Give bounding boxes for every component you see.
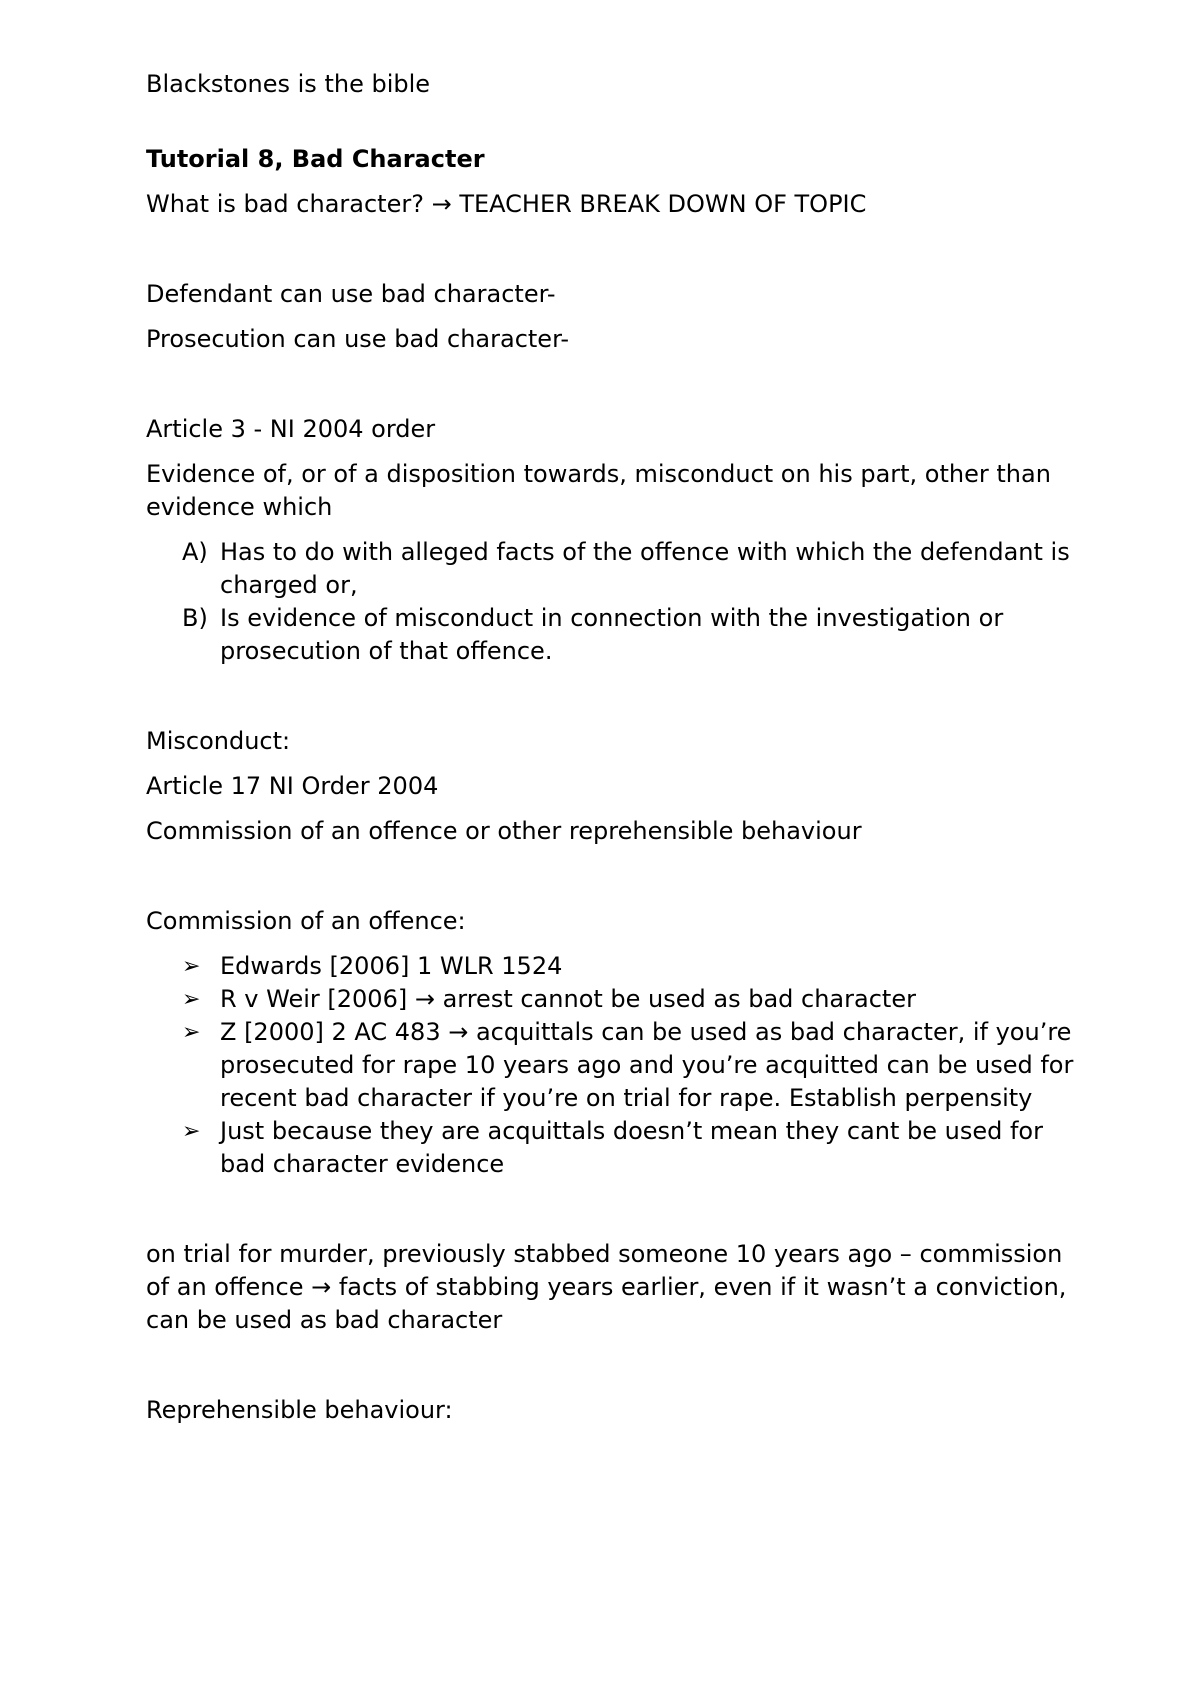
article-3-heading: Article 3 - NI 2004 order	[146, 415, 436, 443]
list-item-text: Is evidence of misconduct in connection with the investigation or prosecution of that offence.	[220, 604, 1004, 665]
list-item	[146, 536, 1086, 602]
list-item-text: Edwards [2006] 1 WLR 1524	[220, 952, 563, 980]
bible-note: Blackstones is the bible	[146, 70, 431, 98]
list-item-text: Z [2000] 2 AC 483 → acquittals can be used as bad character, if you’re prosecuted for rape 10 years ago and you’re acquitted can be used for recent bad character if you’re on trial for rape. Establish perpensity	[220, 1018, 1074, 1112]
list-item	[146, 983, 1086, 1016]
list-item-text: R v Weir [2006] → arrest cannot be used as bad character	[220, 985, 916, 1013]
reprehensible-heading: Reprehensible behaviour:	[146, 1396, 453, 1424]
evidence-of-paragraph: Evidence of, or of a disposition towards, misconduct on his part, other than evidence which	[146, 460, 1051, 521]
misconduct-heading: Misconduct:	[146, 727, 291, 755]
list-item-text: Has to do with alleged facts of the offence with which the defendant is charged or,	[220, 538, 1070, 599]
tutorial-title: Tutorial 8, Bad Character	[146, 145, 485, 173]
arrow-bullet-icon: ➢	[182, 1020, 201, 1045]
document-page	[146, 68, 1086, 1427]
article-17-line: Article 17 NI Order 2004	[146, 772, 439, 800]
commission-heading: Commission of an offence:	[146, 907, 466, 935]
arrow-bullet-icon: ➢	[182, 1119, 201, 1144]
article-3-list	[146, 536, 1086, 668]
defendant-line: Defendant can use bad character-	[146, 280, 556, 308]
list-item	[146, 1115, 1086, 1181]
arrow-bullet-icon: ➢	[182, 954, 201, 979]
arrow-bullet-icon: ➢	[182, 987, 201, 1012]
list-item-text: Just because they are acquittals doesn’t mean they cant be used for bad character evidence	[220, 1117, 1043, 1178]
what-is-bad-character-line: What is bad character? → TEACHER BREAK DOWN OF TOPIC	[146, 190, 867, 218]
list-marker: B)	[182, 604, 208, 632]
list-item	[146, 1016, 1086, 1115]
on-trial-paragraph: on trial for murder, previously stabbed someone 10 years ago – commission of an offence → facts of stabbing years earlier, even if it wasn’t a conviction, can be used as bad character	[146, 1240, 1067, 1334]
list-item	[146, 602, 1086, 668]
commission-definition-line: Commission of an offence or other reprehensible behaviour	[146, 817, 862, 845]
list-item	[146, 950, 1086, 983]
commission-bullet-list	[146, 950, 1086, 1181]
list-marker: A)	[182, 538, 208, 566]
prosecution-line: Prosecution can use bad character-	[146, 325, 570, 353]
